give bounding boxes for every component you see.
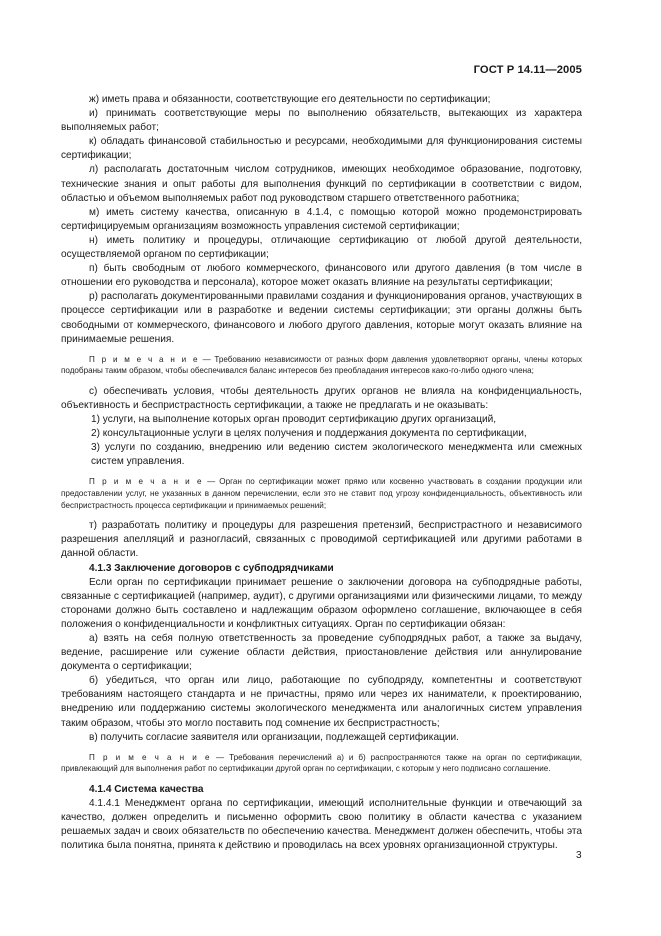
section-heading: 4.1.4 Система качества <box>89 783 204 795</box>
note <box>61 354 582 377</box>
note <box>61 476 582 511</box>
note-label: П р и м е ч а н и е <box>89 477 204 487</box>
list-item: а) взять на себя полную ответственность за проведение субподрядных работ, а также за выдачу, ведение, расширение или сужение области действия, приостановление действия или аннулирование документа о сертификации; <box>61 632 582 673</box>
section-heading: 4.1.3 Заключение договоров с субподрядчиками <box>89 562 334 574</box>
list-item: б) убедиться, что орган или лицо, работающие по субподряду, компетентны и соответствуют требованиям настоящего стандарта и не причастны, прямо или через их наниматели, к проектированию, внедрению или поддержанию системы экологического менеджмента или аналогичных систем управления таким образом, чтобы это могло поставить под сомнение их беспристрастность; <box>61 675 582 729</box>
note-label: П р и м е ч а н и е <box>89 354 200 364</box>
sub-item: 2) консультационные услуги в целях получения и поддержания документа по сертификации, <box>91 428 527 440</box>
list-item: и) принимать соответствующие меры по выполнению обязательств, вытекающих из характера выполняемых работ; <box>61 108 582 134</box>
note-text: — Требованию независимости от разных форм давления удовлетворяют органы, члены которых подобраны таким образом, чтобы обеспечивался баланс интересов без преобладания интересов како-го-либо одного члена; <box>61 354 582 376</box>
list-item: л) располагать достаточным числом сотрудников, имеющих необходимое образование, подготовку, технические знания и опыт работы для выполнения функций по сертификации в соответствии с видом, областью и объемом выполняемых работ под руководством старшего ответственного работника; <box>61 164 582 204</box>
list-item: в) получить согласие заявителя или организации, подлежащей сертификации. <box>89 731 459 743</box>
document-body <box>61 93 582 853</box>
list-item: к) обладать финансовой стабильностью и ресурсами, необходимыми для функционирования системы сертификации; <box>61 136 582 162</box>
sub-item: 3) услуги по созданию, внедрению или ведению систем экологического менеджмента или смежных систем управления. <box>91 442 582 468</box>
list-item: т) разработать политику и процедуры для разрешения претензий, беспристрастного и независимого разрешения апелляций и разногласий, связанных с проводимой сертификацией или другими работами в данной области. <box>61 520 582 560</box>
list-item: р) располагать документированными правилами создания и функционирования органов, участвующих в процессе сертификации или в разработке и ведении системы сертификации; эти органы должны быть свободными от коммерческого, финансового и любого другого давления, которые могут оказать влияние на принимаемые решения. <box>61 291 582 345</box>
note-label: П р и м е ч а н и е <box>89 752 212 762</box>
section-paragraph: Если орган по сертификации принимает решение о заключении договора на субподрядные работы, связанные с сертификацией (например, аудит), с другими организациями или физическими лицами, то между сторонами должно быть составлено и надлежащим образом оформлено соглашение, включающее в себя положения о конфиденциальности и конфликтных ситуациях. Орган по сертификации обязан: <box>61 576 582 630</box>
note-text: — Орган по сертификации может прямо или косвенно участвовать в создании продукции или предоставлении услуг, не указанных в данном перечислении, если это не ставит под угрозу конфиденциальность, объективность или беспристрастность процесса сертификации и принимаемых решений; <box>61 477 582 510</box>
list-item: с) обеспечивать условия, чтобы деятельность других органов не влияла на конфиденциальность, объективность и беспристрастность сертификации, а также не предлагать и не оказывать: <box>61 385 582 411</box>
standard-header: ГОСТ Р 14.11—2005 <box>473 64 582 76</box>
note-text: — Требования перечислений а) и б) распространяются также на орган по сертификации, привлекающий для выполнения работ по сертификации другой орган по сертификации, с которым у него подписано соглашение. <box>61 752 582 774</box>
list-item: н) иметь политику и процедуры, отличающие сертификацию от любой другой деятельности, осуществляемой органом по сертификации; <box>61 234 582 261</box>
sub-item: 1) услуги, на выполнение которых орган проводит сертификацию других организаций, <box>91 414 497 426</box>
section-paragraph: 4.1.4.1 Менеджмент органа по сертификации, имеющий исполнительные функции и отвечающий за качество, должен определить и письменно оформить свою политику в области качества с указанием решаемых задач и своих обязательств по обеспечению качества. Менеджмент должен обеспечить, чтобы эта политика была понятна, принята к действию и проводилась на всех уровнях организационной структуры. <box>61 798 582 852</box>
page-number: 3 <box>576 850 582 861</box>
list-item: п) быть свободным от любого коммерческого, финансового или другого давления (в том числе в отношении его руководства и персонала), которое может оказать влияние на результаты сертификации; <box>61 263 582 289</box>
note <box>61 752 582 775</box>
list-item: ж) иметь права и обязанности, соответствующие его деятельности по сертификации; <box>89 94 491 105</box>
list-item: м) иметь систему качества, описанную в 4.1.4, с помощью которой можно продемонстрировать сертифицируемым организациям возможность управления системой сертификации; <box>61 206 582 232</box>
